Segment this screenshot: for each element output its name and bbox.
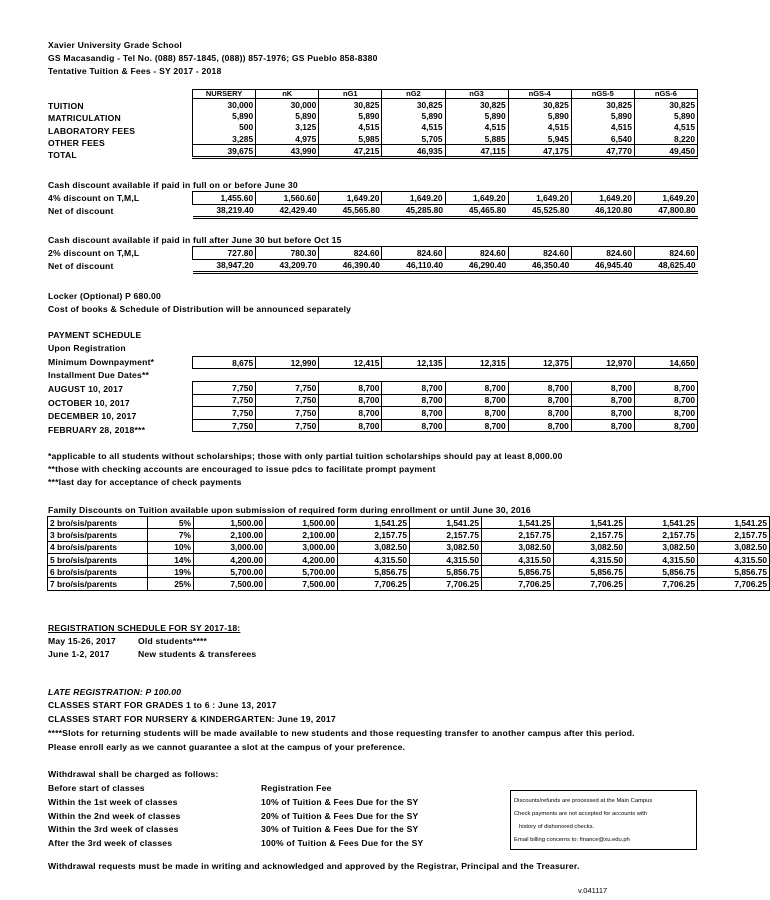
table-cell: 3,082.50 bbox=[554, 541, 626, 553]
table-cell: 5,705 bbox=[382, 133, 445, 145]
table-cell: 1,649.20 bbox=[382, 192, 445, 205]
table-cell: 38,219.40 bbox=[193, 204, 256, 218]
table-cell: 1,500.00 bbox=[266, 517, 338, 529]
table-cell: 4,200.00 bbox=[194, 553, 266, 565]
table-cell: 7,500.00 bbox=[266, 578, 338, 590]
table-cell: 45,465.80 bbox=[445, 204, 508, 218]
locker-fee: Locker (Optional) P 680.00 bbox=[48, 291, 161, 301]
withdrawal-final-note: Withdrawal requests must be made in writing and acknowledged and approved by the Registrar, Principal and the Treasurer. bbox=[48, 861, 580, 871]
table-cell: 1,455.60 bbox=[193, 192, 256, 205]
withdrawal-charge: 100% of Tuition & Fees Due for the SY bbox=[261, 838, 424, 849]
table-cell: 8,700 bbox=[634, 382, 697, 395]
table-cell: 1,649.20 bbox=[634, 192, 697, 205]
column-header: nG2 bbox=[382, 90, 445, 99]
table-cell: 5,890 bbox=[319, 110, 382, 121]
table-cell: 5,890 bbox=[571, 110, 634, 121]
table-cell: 824.60 bbox=[508, 247, 571, 260]
table-cell: 7,706.25 bbox=[482, 578, 554, 590]
table-cell: 4,515 bbox=[634, 122, 697, 133]
table-cell: 8,700 bbox=[571, 394, 634, 407]
table-row bbox=[193, 407, 698, 420]
table-cell: 8,700 bbox=[445, 407, 508, 420]
due-title: Installment Due Dates** bbox=[48, 370, 150, 380]
note-1: *applicable to all students without scholarships; those with only partial tuition scholarships should pay at least 8,000.00 bbox=[48, 451, 563, 461]
table-cell: 6 bro/sis/parents bbox=[48, 566, 148, 578]
table-cell: 8,700 bbox=[319, 394, 382, 407]
table-cell: 30,825 bbox=[571, 99, 634, 111]
column-header: nGS-6 bbox=[634, 90, 697, 99]
table-cell: 30,825 bbox=[508, 99, 571, 111]
table-cell: 5,700.00 bbox=[194, 566, 266, 578]
table-cell: 5 bro/sis/parents bbox=[48, 553, 148, 565]
installment-table bbox=[192, 381, 698, 432]
table-cell: 30,825 bbox=[382, 99, 445, 111]
late-registration: LATE REGISTRATION: P 100.00 bbox=[48, 687, 182, 697]
enroll-early-note: Please enroll early as we cannot guarantee a slot at the campus of your preference. bbox=[48, 742, 406, 752]
table-cell: 7,750 bbox=[193, 419, 256, 432]
min-downpayment-label: Minimum Downpayment* bbox=[48, 357, 155, 367]
table-cell: 7,706.25 bbox=[626, 578, 698, 590]
table-cell: 7,706.25 bbox=[410, 578, 482, 590]
table-cell: 5,856.75 bbox=[554, 566, 626, 578]
registration-desc-1: Old students**** bbox=[138, 636, 208, 646]
registration-desc-2: New students & transferees bbox=[138, 649, 257, 659]
table-cell: 12,415 bbox=[319, 357, 382, 369]
table-cell: 8,700 bbox=[382, 407, 445, 420]
table-cell: 4,315.50 bbox=[626, 553, 698, 565]
table-cell: 7,750 bbox=[193, 382, 256, 395]
table-cell: 8,700 bbox=[571, 407, 634, 420]
fee-label: TOTAL bbox=[48, 150, 77, 161]
table-cell: 8,675 bbox=[193, 357, 256, 369]
table-row bbox=[193, 145, 698, 158]
box-line-4: Email billing concerns to: finance@xu.edu.ph bbox=[514, 837, 630, 843]
table-cell: 2,157.75 bbox=[626, 529, 698, 541]
table-cell: 8,700 bbox=[508, 419, 571, 432]
table-cell: 5,890 bbox=[508, 110, 571, 121]
cash1-net-label: Net of discount bbox=[48, 206, 114, 216]
table-cell: 8,700 bbox=[382, 382, 445, 395]
table-cell: 824.60 bbox=[445, 247, 508, 260]
withdrawal-charge: 30% of Tuition & Fees Due for the SY bbox=[261, 824, 419, 835]
column-header: nG1 bbox=[319, 90, 382, 99]
table-cell: 3 bro/sis/parents bbox=[48, 529, 148, 541]
table-cell: 45,285.80 bbox=[382, 204, 445, 218]
table-cell: 6,540 bbox=[571, 133, 634, 145]
table-cell: 7,706.25 bbox=[698, 578, 770, 590]
document-title: Tentative Tuition & Fees - SY 2017 - 2018 bbox=[48, 66, 222, 76]
table-row bbox=[193, 419, 698, 432]
table-cell: 30,000 bbox=[256, 99, 319, 111]
version-label: v.041117 bbox=[578, 886, 608, 895]
table-row bbox=[193, 133, 698, 145]
table-cell: 1,541.25 bbox=[338, 517, 410, 529]
table-cell: 47,800.80 bbox=[634, 204, 697, 218]
table-cell: 8,700 bbox=[508, 382, 571, 395]
table-cell: 30,825 bbox=[319, 99, 382, 111]
table-cell: 12,990 bbox=[256, 357, 319, 369]
table-cell: 4 bro/sis/parents bbox=[48, 541, 148, 553]
cash2-title: Cash discount available if paid in full after June 30 but before Oct 15 bbox=[48, 235, 342, 245]
table-cell: 8,700 bbox=[319, 382, 382, 395]
table-cell: 2,157.75 bbox=[482, 529, 554, 541]
table-cell: 2,157.75 bbox=[698, 529, 770, 541]
table-row bbox=[48, 529, 770, 541]
min-downpayment-table bbox=[192, 356, 698, 369]
table-cell: 8,700 bbox=[445, 382, 508, 395]
table-cell: 824.60 bbox=[634, 247, 697, 260]
table-row bbox=[48, 541, 770, 553]
table-cell: 4,515 bbox=[508, 122, 571, 133]
table-row bbox=[193, 192, 698, 205]
table-cell: 2,157.75 bbox=[338, 529, 410, 541]
column-header: nGS-5 bbox=[571, 90, 634, 99]
table-cell: 3,285 bbox=[193, 133, 256, 145]
school-name: Xavier University Grade School bbox=[48, 40, 183, 50]
table-cell: 5,856.75 bbox=[410, 566, 482, 578]
table-cell: 46,110.40 bbox=[382, 259, 445, 273]
column-header: nK bbox=[256, 90, 319, 99]
table-cell: 8,700 bbox=[634, 407, 697, 420]
cash1-table bbox=[192, 191, 698, 219]
fee-label: MATRICULATION bbox=[48, 113, 121, 124]
table-cell: 7,750 bbox=[256, 394, 319, 407]
table-cell: 14% bbox=[148, 553, 194, 565]
table-cell: 727.80 bbox=[193, 247, 256, 260]
table-cell: 47,215 bbox=[319, 145, 382, 158]
table-cell: 1,541.25 bbox=[554, 517, 626, 529]
table-cell: 4,975 bbox=[256, 133, 319, 145]
table-cell: 4,315.50 bbox=[410, 553, 482, 565]
cash2-net-label: Net of discount bbox=[48, 261, 114, 271]
table-cell: 8,700 bbox=[445, 419, 508, 432]
payment-title: PAYMENT SCHEDULE bbox=[48, 330, 142, 340]
table-cell: 500 bbox=[193, 122, 256, 133]
table-cell: 8,700 bbox=[445, 394, 508, 407]
table-cell: 3,082.50 bbox=[482, 541, 554, 553]
fee-label: LABORATORY FEES bbox=[48, 125, 136, 136]
table-row bbox=[48, 517, 770, 529]
table-cell: 4,515 bbox=[319, 122, 382, 133]
payment-upon: Upon Registration bbox=[48, 343, 126, 353]
withdrawal-when-list bbox=[48, 782, 180, 851]
column-header: nG3 bbox=[445, 90, 508, 99]
table-row bbox=[193, 247, 698, 260]
table-cell: 2 bro/sis/parents bbox=[48, 517, 148, 529]
due-label: OCTOBER 10, 2017 bbox=[48, 397, 130, 408]
table-cell: 5% bbox=[148, 517, 194, 529]
classes-start-grades: CLASSES START FOR GRADES 1 to 6 : June 13, 2017 bbox=[48, 700, 277, 710]
table-cell: 12,135 bbox=[382, 357, 445, 369]
table-cell: 5,700.00 bbox=[266, 566, 338, 578]
note-3: ***last day for acceptance of check payments bbox=[48, 477, 242, 487]
table-cell: 7,750 bbox=[193, 394, 256, 407]
table-cell: 7,706.25 bbox=[554, 578, 626, 590]
table-cell: 38,947.20 bbox=[193, 259, 256, 273]
due-label: DECEMBER 10, 2017 bbox=[48, 411, 137, 422]
withdrawal-charge: 10% of Tuition & Fees Due for the SY bbox=[261, 796, 419, 807]
table-cell: 8,700 bbox=[571, 382, 634, 395]
table-cell: 1,541.25 bbox=[698, 517, 770, 529]
cash1-disc-label: 4% discount on T,M,L bbox=[48, 193, 140, 203]
table-cell: 49,450 bbox=[634, 145, 697, 158]
fee-label: OTHER FEES bbox=[48, 137, 105, 148]
table-cell: 5,890 bbox=[445, 110, 508, 121]
table-cell: 12,375 bbox=[508, 357, 571, 369]
table-cell: 3,125 bbox=[256, 122, 319, 133]
table-cell: 45,565.80 bbox=[319, 204, 382, 218]
table-cell: 8,700 bbox=[382, 419, 445, 432]
table-cell: 824.60 bbox=[571, 247, 634, 260]
table-cell: 5,890 bbox=[382, 110, 445, 121]
withdrawal-when: Before start of classes bbox=[48, 783, 145, 793]
registration-date-1: May 15-26, 2017 bbox=[48, 636, 116, 646]
classes-start-nursery: CLASSES START FOR NURSERY & KINDERGARTEN: June 19, 2017 bbox=[48, 714, 336, 724]
table-cell: 46,390.40 bbox=[319, 259, 382, 273]
table-header-row bbox=[193, 90, 698, 99]
fee-label: TUITION bbox=[48, 101, 84, 111]
box-line-3: history of dishonored checks. bbox=[519, 824, 595, 830]
table-cell: 30,000 bbox=[193, 99, 256, 111]
withdrawal-when: Within the 1st week of classes bbox=[48, 796, 178, 807]
table-cell: 1,649.20 bbox=[319, 192, 382, 205]
withdrawal-when: Within the 3rd week of classes bbox=[48, 824, 179, 835]
table-cell: 5,890 bbox=[256, 110, 319, 121]
table-cell: 4,515 bbox=[445, 122, 508, 133]
table-cell: 7,750 bbox=[256, 407, 319, 420]
cash2-disc-label: 2% discount on T,M,L bbox=[48, 248, 140, 258]
table-cell: 4,515 bbox=[382, 122, 445, 133]
withdrawal-charge-list bbox=[261, 782, 423, 851]
table-cell: 3,000.00 bbox=[194, 541, 266, 553]
table-cell: 45,525.80 bbox=[508, 204, 571, 218]
table-cell: 43,990 bbox=[256, 145, 319, 158]
table-cell: 10% bbox=[148, 541, 194, 553]
table-cell: 2,157.75 bbox=[410, 529, 482, 541]
table-cell: 824.60 bbox=[319, 247, 382, 260]
table-cell: 7% bbox=[148, 529, 194, 541]
table-cell: 780.30 bbox=[256, 247, 319, 260]
family-title: Family Discounts on Tuition available upon submission of required form during enrollment or until June 30, 2016 bbox=[48, 505, 531, 515]
table-cell: 25% bbox=[148, 578, 194, 590]
table-cell: 19% bbox=[148, 566, 194, 578]
table-cell: 8,700 bbox=[508, 394, 571, 407]
registration-title: REGISTRATION SCHEDULE FOR SY 2017-18: bbox=[48, 623, 241, 633]
table-cell: 7 bro/sis/parents bbox=[48, 578, 148, 590]
table-cell: 824.60 bbox=[382, 247, 445, 260]
table-cell: 4,200.00 bbox=[266, 553, 338, 565]
table-cell: 2,100.00 bbox=[194, 529, 266, 541]
due-labels bbox=[48, 383, 145, 437]
table-cell: 8,700 bbox=[634, 419, 697, 432]
table-cell: 3,000.00 bbox=[266, 541, 338, 553]
table-cell: 1,649.20 bbox=[508, 192, 571, 205]
cash1-title: Cash discount available if paid in full on or before June 30 bbox=[48, 180, 298, 190]
withdrawal-charge: 20% of Tuition & Fees Due for the SY bbox=[261, 810, 419, 821]
table-cell: 8,700 bbox=[571, 419, 634, 432]
table-cell: 4,315.50 bbox=[554, 553, 626, 565]
table-row bbox=[193, 357, 698, 369]
table-cell: 42,429.40 bbox=[256, 204, 319, 218]
billing-notice-box bbox=[510, 790, 697, 850]
table-row bbox=[193, 99, 698, 111]
table-cell: 4,315.50 bbox=[338, 553, 410, 565]
table-cell: 5,985 bbox=[319, 133, 382, 145]
school-contact: GS Macasandig - Tel No. (088) 857-1845, (088)) 857-1976; GS Pueblo 858-8380 bbox=[48, 53, 378, 63]
table-cell: 5,856.75 bbox=[698, 566, 770, 578]
table-cell: 5,890 bbox=[193, 110, 256, 121]
table-cell: 8,220 bbox=[634, 133, 697, 145]
table-cell: 8,700 bbox=[508, 407, 571, 420]
table-cell: 3,082.50 bbox=[410, 541, 482, 553]
table-cell: 7,706.25 bbox=[338, 578, 410, 590]
table-cell: 5,856.75 bbox=[626, 566, 698, 578]
column-header: NURSERY bbox=[193, 90, 256, 99]
table-cell: 48,625.40 bbox=[634, 259, 697, 273]
table-cell: 43,209.70 bbox=[256, 259, 319, 273]
withdrawal-when: After the 3rd week of classes bbox=[48, 838, 173, 849]
table-cell: 8,700 bbox=[319, 407, 382, 420]
table-cell: 47,770 bbox=[571, 145, 634, 158]
table-cell: 7,750 bbox=[256, 419, 319, 432]
fees-table bbox=[192, 89, 698, 159]
table-cell: 3,082.50 bbox=[698, 541, 770, 553]
table-cell: 46,290.40 bbox=[445, 259, 508, 273]
table-row bbox=[193, 259, 698, 273]
table-cell: 2,100.00 bbox=[266, 529, 338, 541]
column-header: nGS-4 bbox=[508, 90, 571, 99]
table-cell: 47,115 bbox=[445, 145, 508, 158]
table-row bbox=[193, 122, 698, 133]
table-cell: 7,750 bbox=[193, 407, 256, 420]
table-cell: 47,175 bbox=[508, 145, 571, 158]
table-cell: 5,856.75 bbox=[482, 566, 554, 578]
table-cell: 30,825 bbox=[634, 99, 697, 111]
table-cell: 5,856.75 bbox=[338, 566, 410, 578]
table-cell: 7,500.00 bbox=[194, 578, 266, 590]
withdrawal-charge: Registration Fee bbox=[261, 783, 332, 793]
table-cell: 1,649.20 bbox=[445, 192, 508, 205]
table-cell: 12,315 bbox=[445, 357, 508, 369]
table-cell: 30,825 bbox=[445, 99, 508, 111]
table-cell: 5,885 bbox=[445, 133, 508, 145]
table-cell: 1,541.25 bbox=[482, 517, 554, 529]
table-cell: 4,515 bbox=[571, 122, 634, 133]
books-note: Cost of books & Schedule of Distribution will be announced separately bbox=[48, 304, 352, 314]
table-row bbox=[48, 578, 770, 590]
table-row bbox=[193, 394, 698, 407]
table-cell: 8,700 bbox=[634, 394, 697, 407]
fee-labels bbox=[48, 100, 135, 161]
table-cell: 1,649.20 bbox=[571, 192, 634, 205]
table-cell: 1,541.25 bbox=[626, 517, 698, 529]
table-cell: 8,700 bbox=[319, 419, 382, 432]
table-cell: 2,157.75 bbox=[554, 529, 626, 541]
box-line-1: Discounts/refunds are processed at the Main Campus bbox=[514, 798, 653, 804]
table-cell: 46,350.40 bbox=[508, 259, 571, 273]
withdrawal-when: Within the 2nd week of classes bbox=[48, 810, 181, 821]
slots-note: ****Slots for returning students will be made available to new students and those requesting transfer to another campus after this period. bbox=[48, 728, 635, 738]
table-cell: 8,700 bbox=[382, 394, 445, 407]
table-cell: 46,945.40 bbox=[571, 259, 634, 273]
table-cell: 1,541.25 bbox=[410, 517, 482, 529]
table-cell: 1,500.00 bbox=[194, 517, 266, 529]
withdrawal-title: Withdrawal shall be charged as follows: bbox=[48, 769, 219, 779]
table-cell: 5,890 bbox=[634, 110, 697, 121]
family-discount-table bbox=[47, 516, 770, 591]
table-cell: 3,082.50 bbox=[338, 541, 410, 553]
registration-date-2: June 1-2, 2017 bbox=[48, 649, 110, 659]
table-cell: 4,315.50 bbox=[698, 553, 770, 565]
cash2-table bbox=[192, 246, 698, 274]
note-2: **those with checking accounts are encouraged to issue pdcs to facilitate prompt payment bbox=[48, 464, 436, 474]
due-label: FEBRUARY 28, 2018*** bbox=[48, 424, 146, 435]
table-cell: 46,935 bbox=[382, 145, 445, 158]
table-cell: 39,675 bbox=[193, 145, 256, 158]
box-line-2: Check payments are not accepted for accounts with bbox=[514, 811, 648, 817]
table-row bbox=[193, 204, 698, 218]
table-cell: 12,970 bbox=[571, 357, 634, 369]
table-row bbox=[193, 382, 698, 395]
table-cell: 1,560.60 bbox=[256, 192, 319, 205]
table-cell: 46,120.80 bbox=[571, 204, 634, 218]
table-cell: 3,082.50 bbox=[626, 541, 698, 553]
table-cell: 4,315.50 bbox=[482, 553, 554, 565]
due-label: AUGUST 10, 2017 bbox=[48, 384, 124, 394]
table-row bbox=[48, 566, 770, 578]
table-cell: 14,650 bbox=[634, 357, 697, 369]
table-row bbox=[48, 553, 770, 565]
table-cell: 5,945 bbox=[508, 133, 571, 145]
table-cell: 7,750 bbox=[256, 382, 319, 395]
table-row bbox=[193, 110, 698, 121]
